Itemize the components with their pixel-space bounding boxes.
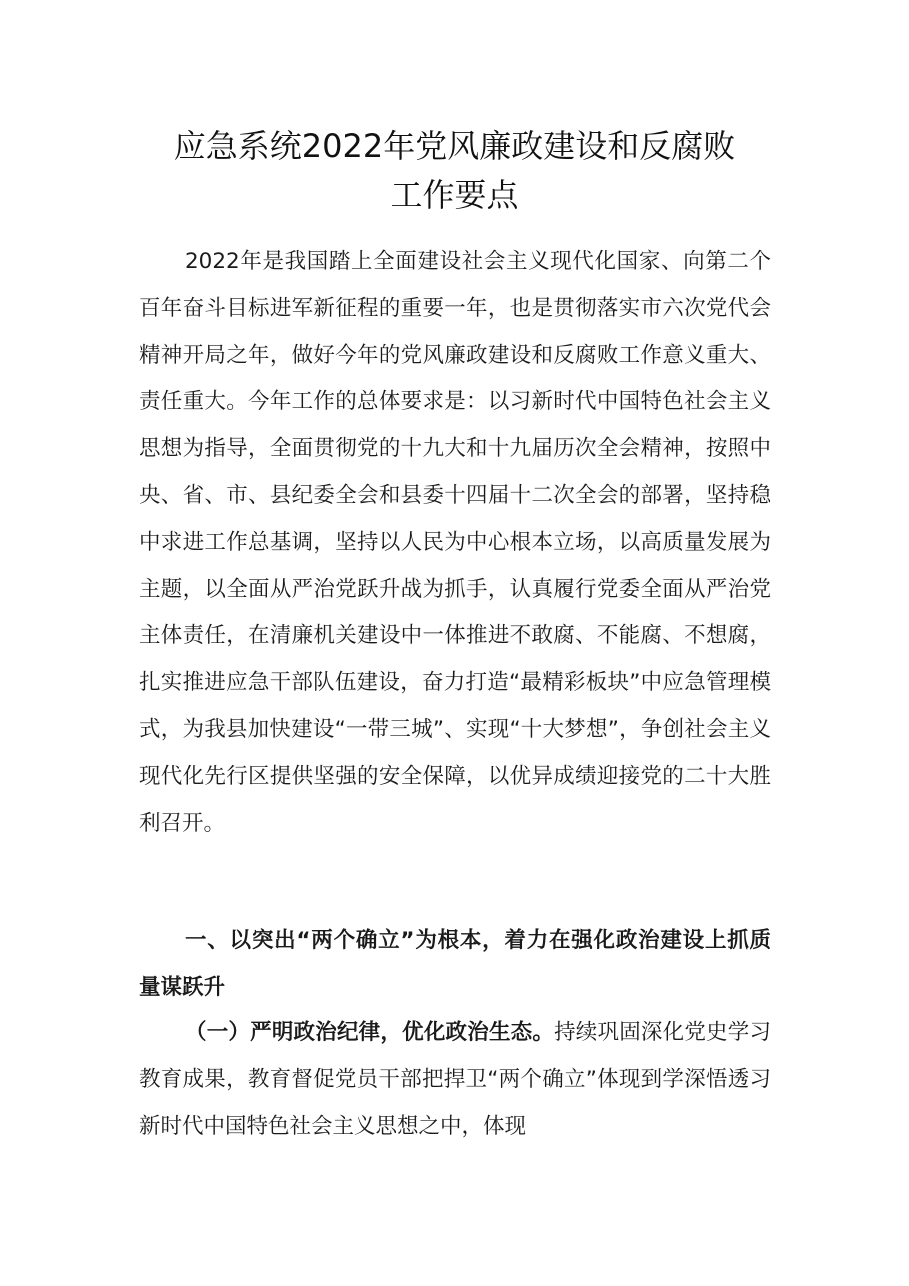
document-title-line-1: 应急系统2022年党风廉政建设和反腐败	[173, 127, 736, 165]
intro-paragraph: 2022年是我国踏上全面建设社会主义现代化国家、向第二个百年奋斗目标进军新征程的重要一年，也是贯彻落实市六次党代会精神开局之年，做好今年的党风廉政建设和反腐败工作意义重大、责任重大。今年工作的总体要求是：以习新时代中国特色社会主义思想为指导，全面贯彻党的十九大和十九届历次全会精神，按照中央、省、市、县纪委全会和县委十四届十二次全会的部署，坚持稳中求进工作总基调，坚持以人民为中心根本立场，以高质量发展为主题，以全面从严治党跃升战为抓手，认真履行党委全面从严治党主体责任，在清廉机关建设中一体推进不敢腐、不能腐、不想腐，扎实推进应急干部队伍建设，奋力打造“最精彩板块”中应急管理模式，为我县加快建设“一带三城”、实现“十大梦想”，争创社会主义现代化先行区提供坚强的安全保障，以优异成绩迎接党的二十大胜利召开。	[139, 249, 771, 836]
subsection-1-body: 持续巩固深化党史学习教育成果，教育督促党员干部把捍卫“两个确立”体现到学深悟透习新时代中国特色社会主义思想之中，体现	[139, 1020, 771, 1139]
section-heading-1: 一、以突出“两个确立”为根本，着力在强化政治建设上抓质量谋跃升	[139, 928, 771, 1000]
subsection-heading-1: （一）严明政治纪律，优化政治生态。	[185, 1020, 555, 1045]
document-title-line-2: 工作要点	[390, 176, 519, 214]
section-1-paragraph-1	[139, 1010, 771, 1150]
